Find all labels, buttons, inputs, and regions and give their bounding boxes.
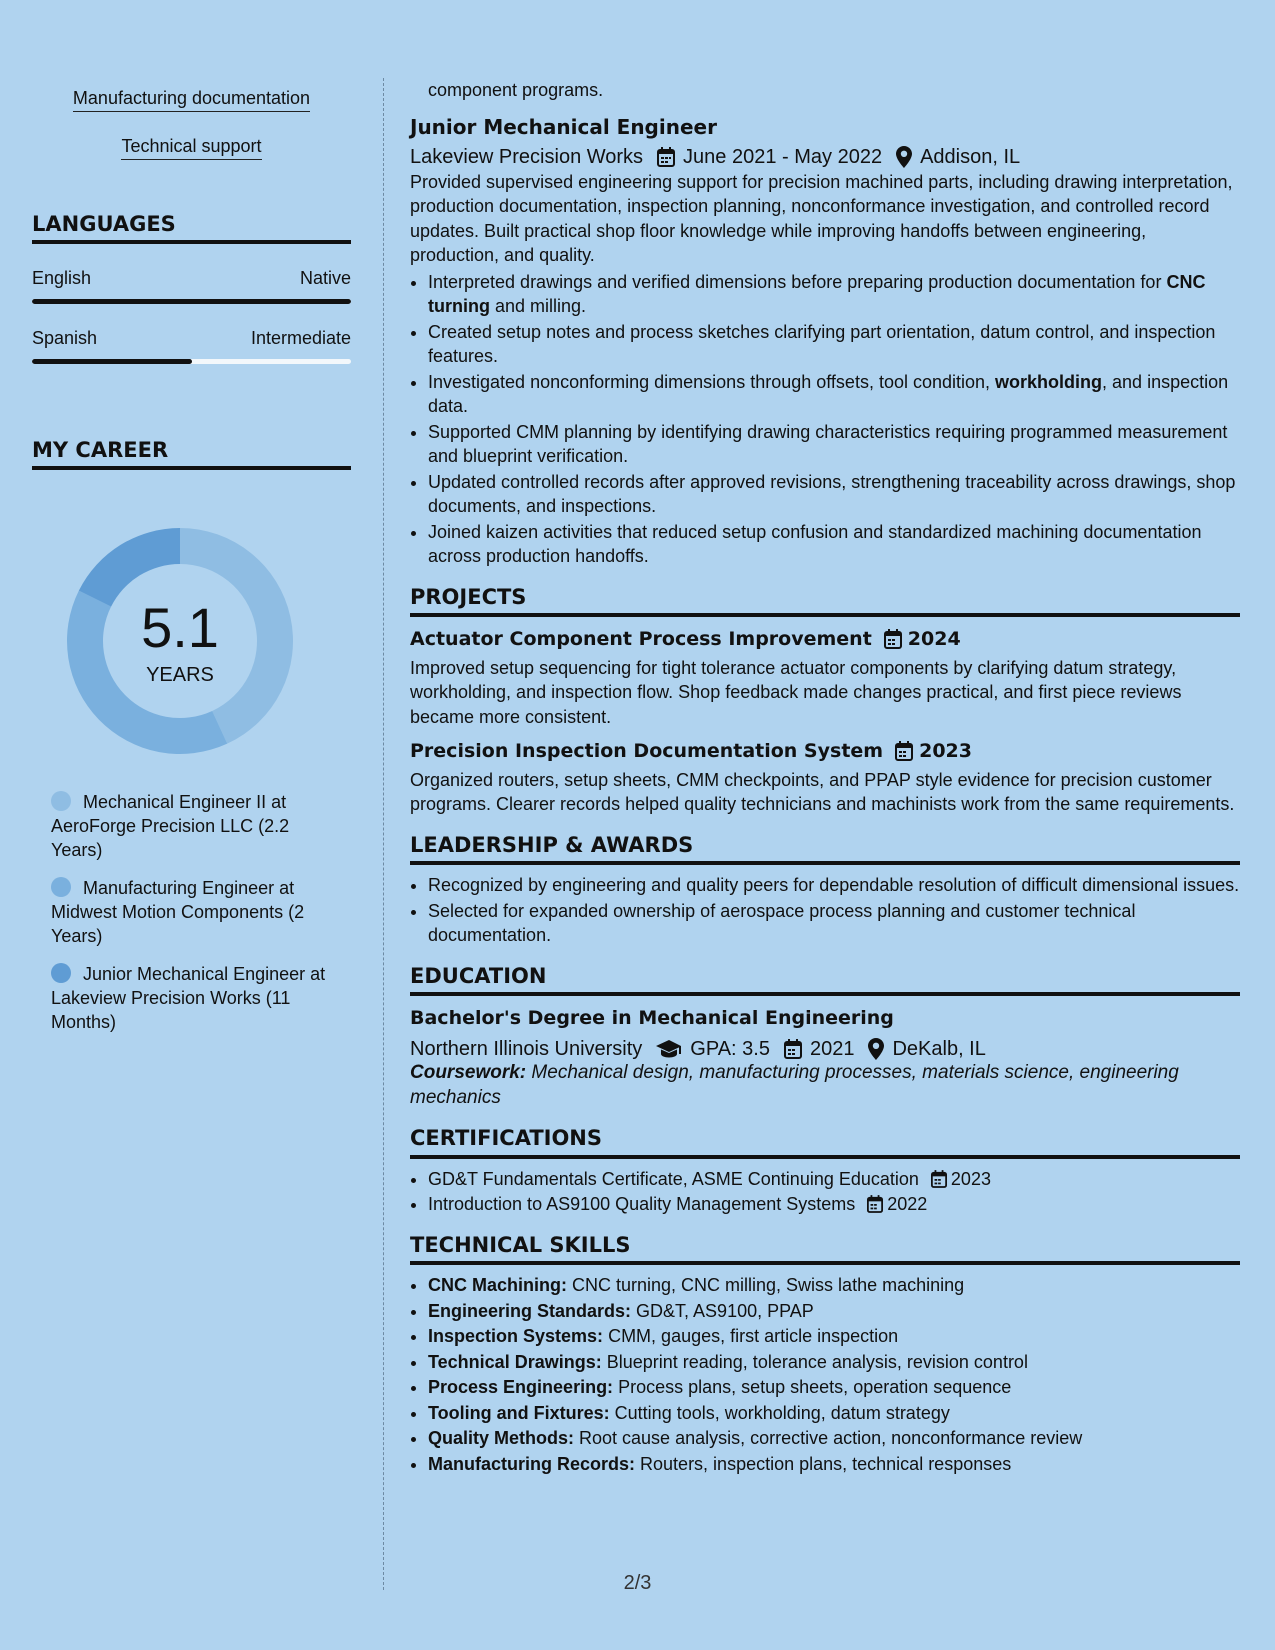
career-donut-chart <box>67 528 293 754</box>
job-title: Junior Mechanical Engineer <box>410 114 717 139</box>
school-location: DeKalb, IL <box>892 1037 986 1060</box>
graduation-cap-icon <box>656 1040 682 1058</box>
project-year: 2023 <box>919 740 972 762</box>
graduation-year: 2021 <box>809 1037 855 1060</box>
language-bar-fill <box>32 359 192 364</box>
language-item <box>32 328 351 364</box>
location-pin-icon <box>868 1038 884 1060</box>
legend-item <box>51 962 333 1034</box>
school-name: Northern Illinois University <box>410 1037 643 1060</box>
leadership-heading: LEADERSHIP & AWARDS <box>410 833 1240 866</box>
job-dates: June 2021 - May 2022 <box>683 146 883 168</box>
language-name: Spanish <box>32 328 98 348</box>
education-heading: EDUCATION <box>410 964 1240 997</box>
language-name: English <box>32 268 92 288</box>
language-item <box>32 268 351 304</box>
project-year: 2024 <box>907 628 961 650</box>
location-pin-icon <box>896 146 912 168</box>
skill-tag: Manufacturing documentation <box>73 88 310 112</box>
page-number: 2/3 <box>623 1572 652 1594</box>
project-entry <box>410 627 1240 729</box>
projects-heading: PROJECTS <box>410 585 1240 618</box>
calendar-icon <box>884 629 902 649</box>
job-location: Addison, IL <box>920 146 1021 168</box>
legend-dot <box>51 791 71 811</box>
calendar-icon <box>895 741 913 761</box>
project-title: Actuator Component Process Improvement <box>410 628 872 650</box>
job-bullet: • Joined kaizen activities that reduced setup confusion and standardized machining documentation across production handoffs. <box>428 520 1240 569</box>
experience-entry <box>410 115 1240 569</box>
skill-item: • Technical Drawings: Blueprint reading, tolerance analysis, revision control <box>428 1350 1240 1375</box>
skill-item: • Process Engineering: Process plans, setup sheets, operation sequence <box>428 1375 1240 1400</box>
skill-item: • Manufacturing Records: Routers, inspection plans, technical responses <box>428 1452 1240 1477</box>
career-years-label: YEARS <box>146 664 214 686</box>
calendar-icon <box>784 1039 802 1059</box>
job-bullet: • Updated controlled records after approved revisions, strengthening traceability across drawings, shop documents, and inspections. <box>428 470 1240 519</box>
career-heading: MY CAREER <box>32 438 351 470</box>
certification-year: 2023 <box>950 1168 991 1189</box>
company-name: Lakeview Precision Works <box>410 146 644 168</box>
calendar-icon <box>657 147 675 167</box>
skill-item: • CNC Machining: CNC turning, CNC milling, Swiss lathe machining <box>428 1273 1240 1298</box>
education-entry <box>410 1006 1240 1110</box>
job-bullet: • Investigated nonconforming dimensions through offsets, tool condition, workholding, and inspection data. <box>428 370 1240 419</box>
skills-list <box>410 1273 1240 1476</box>
gpa: GPA: 3.5 <box>690 1037 770 1060</box>
skills-heading: TECHNICAL SKILLS <box>410 1233 1240 1266</box>
degree-title: Bachelor's Degree in Mechanical Engineering <box>410 1007 894 1029</box>
leadership-item: • Selected for expanded ownership of aerospace process planning and customer technical documentation. <box>428 899 1240 948</box>
calendar-icon <box>931 1170 947 1188</box>
skill-item: • Quality Methods: Root cause analysis, corrective action, nonconformance review <box>428 1426 1240 1451</box>
certifications-heading: CERTIFICATIONS <box>410 1126 1240 1159</box>
project-title: Precision Inspection Documentation System <box>410 740 884 762</box>
certification-item: • Introduction to AS9100 Quality Management Systems 2022 <box>428 1192 1240 1217</box>
project-entry <box>410 739 1240 817</box>
skill-item: • Inspection Systems: CMM, gauges, first article inspection <box>428 1324 1240 1349</box>
language-bar <box>32 299 351 304</box>
leadership-item: • Recognized by engineering and quality peers for dependable resolution of difficult dimensional issues. <box>428 873 1240 898</box>
job-bullets <box>410 270 1240 569</box>
calendar-icon <box>867 1195 883 1213</box>
legend-item <box>51 876 333 948</box>
legend-label: Junior Mechanical Engineer at Lakeview Precision Works (11 Months) <box>51 964 326 1032</box>
project-description: Organized routers, setup sheets, CMM checkpoints, and PPAP style evidence for precision customer programs. Clearer records helped quality technicians and machinists work from the same requirements. <box>410 769 1235 814</box>
coursework-label: Coursework: <box>410 1062 527 1083</box>
legend-label: Manufacturing Engineer at Midwest Motion Components (2 Years) <box>51 878 305 946</box>
legend-dot <box>51 877 71 897</box>
job-meta <box>410 145 1240 170</box>
legend-label: Mechanical Engineer II at AeroForge Precision LLC (2.2 Years) <box>51 792 290 860</box>
legend-dot <box>51 963 71 983</box>
legend-item <box>51 790 333 862</box>
education-meta <box>410 1037 1240 1062</box>
certification-item: • GD&T Fundamentals Certificate, ASME Continuing Education 2023 <box>428 1167 1240 1192</box>
language-level: Intermediate <box>250 328 351 348</box>
career-total-years: 5.1 <box>141 596 219 659</box>
languages-heading: LANGUAGES <box>32 212 351 244</box>
left-column <box>32 78 351 1032</box>
continued-text: component programs. <box>428 80 604 100</box>
skill-item: • Engineering Standards: GD&T, AS9100, PPAP <box>428 1299 1240 1324</box>
language-bar-fill <box>32 299 351 304</box>
project-description: Improved setup sequencing for tight tolerance actuator components by clarifying datum strategy, workholding, and inspection flow. Shop feedback made changes practical, and first piece reviews became more consistent. <box>410 657 1182 727</box>
career-legend <box>51 790 333 1048</box>
column-divider <box>383 78 384 1590</box>
coursework: Coursework: Mechanical design, manufacturing processes, materials science, engineering mechanics <box>410 1062 1179 1108</box>
certifications-list <box>410 1167 1240 1217</box>
job-bullet: • Supported CMM planning by identifying drawing characteristics requiring programmed measurement and blueprint verification. <box>428 420 1240 469</box>
language-level: Native <box>299 268 351 288</box>
right-column <box>410 78 1240 1477</box>
certification-year: 2022 <box>887 1194 928 1214</box>
leadership-list <box>410 873 1240 948</box>
skill-tag: Technical support <box>121 136 261 160</box>
job-bullet: • Created setup notes and process sketches clarifying part orientation, datum control, and inspection features. <box>428 320 1240 369</box>
skill-item: • Tooling and Fixtures: Cutting tools, workholding, datum strategy <box>428 1401 1240 1426</box>
job-bullet: • Interpreted drawings and verified dimensions before preparing production documentation for CNC turning and milling. <box>428 270 1240 319</box>
job-summary: Provided supervised engineering support for precision machined parts, including drawing interpretation, production documentation, inspection planning, nonconformance investigation, and controlled record updates. Built practical shop floor knowledge while improving handoffs between engineering, production, and quality. <box>410 171 1233 265</box>
language-bar <box>32 359 351 364</box>
